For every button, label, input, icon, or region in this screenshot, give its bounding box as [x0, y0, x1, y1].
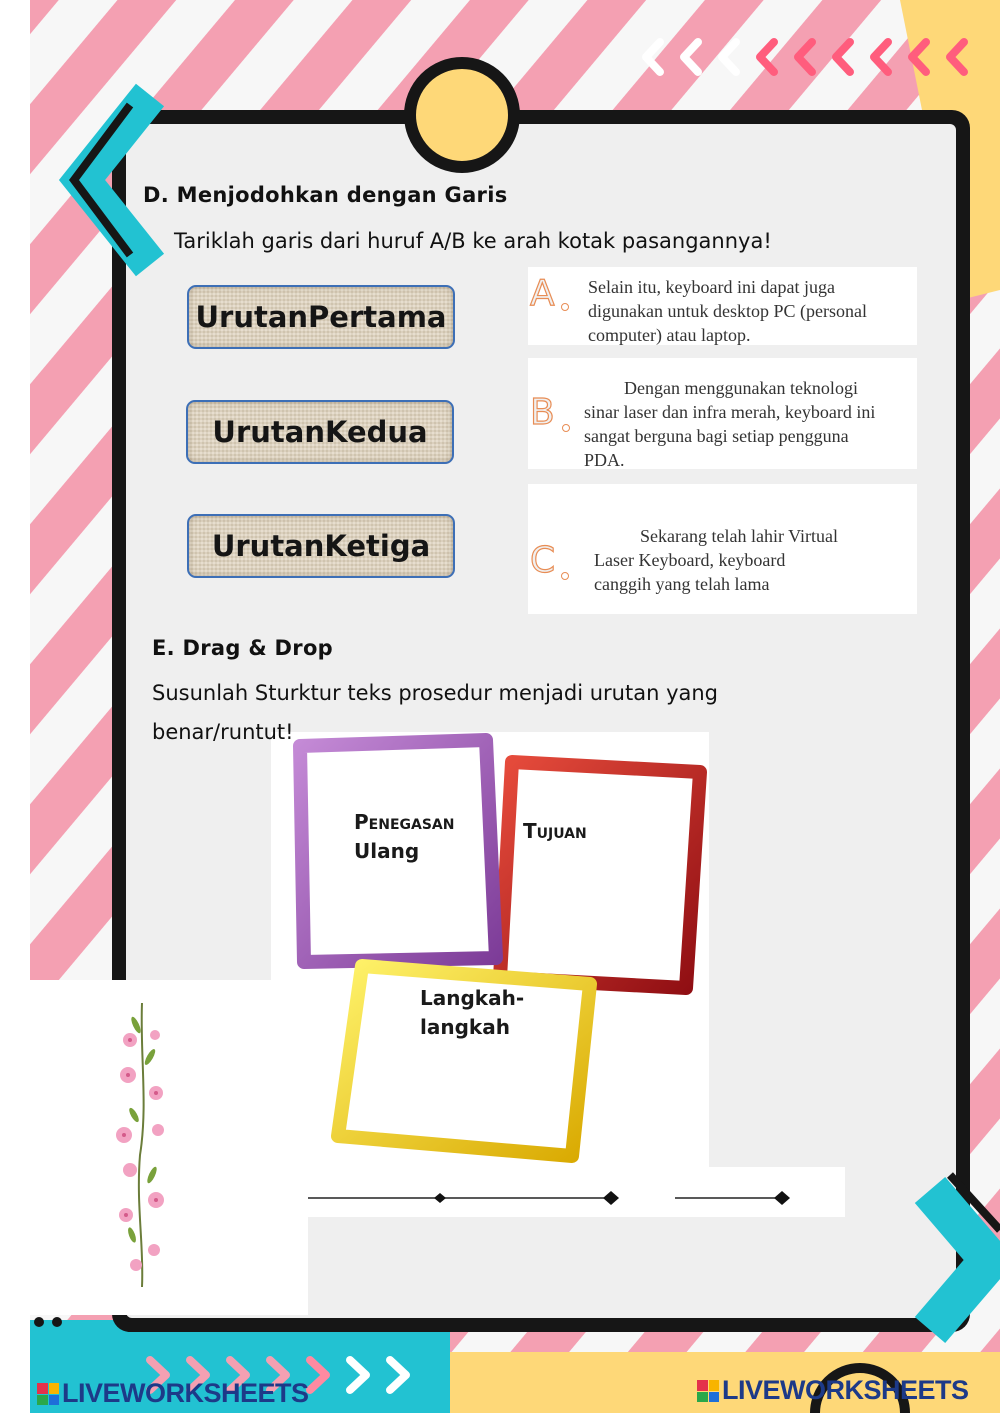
option-letter-c: C — [530, 540, 556, 581]
match-item-third[interactable]: UrutanKetiga — [187, 514, 455, 578]
frame-label-penegasan-ulang[interactable]: Penegasan Ulang — [354, 810, 455, 863]
option-text-a: Selain itu, keyboard ini dapat juga digunakan untuk desktop PC (personal computer) atau laptop. — [588, 277, 867, 345]
flower-branch-icon — [100, 995, 190, 1295]
option-card-a[interactable] — [528, 267, 917, 345]
option-card-b[interactable] — [528, 358, 917, 469]
option-text-b: Dengan menggunakan teknologi sinar laser dan infra merah, keyboard ini sangat berguna bagi setiap pengguna PDA. — [584, 378, 876, 470]
option-dot-icon — [561, 572, 569, 580]
drag-frames — [280, 730, 720, 1170]
section-d-instruction: Tariklah garis dari huruf A/B ke arah kotak pasangannya! — [174, 229, 772, 253]
frame-tujuan[interactable] — [500, 762, 700, 988]
line-marker — [434, 1193, 446, 1203]
liveworksheets-logo-icon — [37, 1383, 59, 1405]
match-item-first[interactable]: UrutanPertama — [187, 285, 455, 349]
section-e-instruction-line2: benar/runtut! — [152, 720, 294, 744]
option-dot-icon — [561, 303, 569, 311]
line-marker — [774, 1191, 790, 1205]
section-e-instruction-line1: Susunlah Sturktur teks prosedur menjadi urutan yang — [152, 681, 719, 705]
option-letter-a: A — [530, 273, 555, 314]
option-letter-b: B — [530, 392, 555, 433]
line-marker — [603, 1191, 619, 1205]
frame-label-tujuan[interactable]: Tujuan — [523, 819, 587, 843]
option-card-c[interactable] — [528, 484, 917, 614]
drop-answer-lines — [300, 1185, 800, 1215]
liveworksheets-logo-icon — [697, 1380, 719, 1402]
frame-label-langkah-langkah[interactable]: Langkah- langkah — [420, 986, 525, 1039]
section-d-title: D. Menjodohkan dengan Garis — [143, 183, 508, 207]
match-item-second[interactable]: UrutanKedua — [186, 400, 454, 464]
option-dot-icon — [562, 424, 570, 432]
section-e-title: E. Drag & Drop — [152, 636, 334, 660]
watermark-left: LIVEWORKSHEETS — [62, 1378, 309, 1408]
watermark-right: LIVEWORKSHEETS — [722, 1375, 969, 1405]
option-text-c: Sekarang telah lahir Virtual Laser Keyboard, keyboard canggih yang telah lama — [594, 526, 839, 594]
